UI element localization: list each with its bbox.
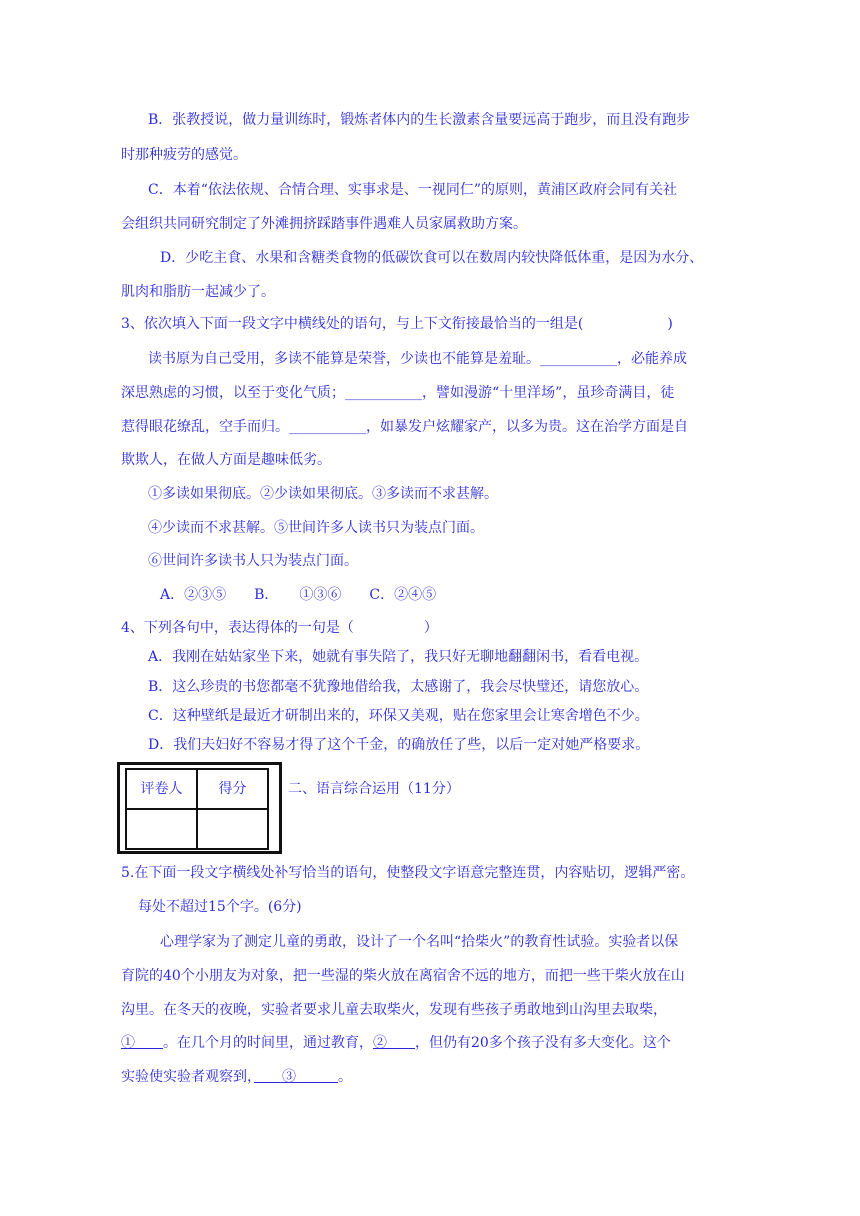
q3-passage-line3: 惹得眼花缭乱，空手而归。___________，如暴发户炫耀家产，以多为贵。这在治学方面是自 bbox=[121, 419, 688, 435]
grade-table-box bbox=[117, 762, 282, 854]
q3-options-line3: ⑥世间许多读书人只为装点门面。 bbox=[148, 553, 358, 569]
q4-stem: 4、下列各句中，表达得体的一句是（ ） bbox=[121, 620, 438, 636]
q4-option-c: C．这种壁纸是最近才研制出来的，环保又美观，贴在您家里会让寒舍增色不少。 bbox=[148, 708, 649, 724]
grade-cell-reviewer[interactable] bbox=[126, 809, 197, 849]
q5-blank-3[interactable]: ③ bbox=[254, 1069, 338, 1085]
q3-options-line2: ④少读而不求甚解。⑤世间许多人读书只为装点门面。 bbox=[148, 520, 484, 536]
q2-option-d-line2: 肌肉和脂肪一起减少了。 bbox=[121, 284, 275, 300]
q5-stem-line1: 5.在下面一段文字横线处补写恰当的语句，使整段文字语意完整连贯，内容贴切，逻辑严密。 bbox=[121, 865, 695, 881]
section2-title: 二、语言综合运用（11分） bbox=[288, 781, 460, 797]
q5-passage-line4 bbox=[121, 1033, 671, 1053]
grade-cell-score[interactable] bbox=[197, 809, 268, 849]
grade-header-score: 得分 bbox=[197, 769, 268, 809]
q4-option-b: B．这么珍贵的书您都毫不犹豫地借给我，太感谢了，我会尽快璧还，请您放心。 bbox=[148, 679, 649, 695]
q2-option-d-line1: D．少吃主食、水果和含糖类食物的低碳饮食可以在数周内较快降低体重，是因为水分、 bbox=[160, 250, 704, 266]
grade-table bbox=[125, 768, 269, 850]
q5-passage-line4-end: ，但仍有20多个孩子没有多大变化。这个 bbox=[415, 1035, 671, 1051]
q5-passage-line5 bbox=[121, 1067, 352, 1087]
q3-options-line1: ①多读如果彻底。②少读如果彻底。③多读而不求甚解。 bbox=[148, 486, 498, 502]
q5-stem-line2: 每处不超过15个字。(6分) bbox=[138, 899, 302, 915]
q5-passage-line5-end: 。 bbox=[338, 1069, 352, 1085]
q2-option-b-line2: 时那种疲劳的感觉。 bbox=[121, 147, 247, 163]
q5-blank-1[interactable]: ① bbox=[121, 1035, 163, 1051]
q5-passage-line5-start: 实验使实验者观察到， bbox=[121, 1069, 254, 1085]
q3-passage-line2: 深思熟虑的习惯，以至于变化气质；___________，譬如漫游“十里洋场”，虽珍奇满目，徒 bbox=[121, 385, 675, 401]
q2-option-c-line1: C．本着“依法依规、合情合理、实事求是、一视同仁”的原则，黄浦区政府会同有关社 bbox=[148, 182, 678, 198]
q3-stem: 3、依次填入下面一段文字中横线处的语句，与上下文衔接最恰当的一组是( ) bbox=[121, 316, 673, 332]
q3-passage-line4: 欺欺人，在做人方面是趣味低劣。 bbox=[121, 452, 331, 468]
grade-header-reviewer: 评卷人 bbox=[126, 769, 197, 809]
q5-passage-line2: 育院的40个小朋友为对象，把一些湿的柴火放在离宿舍不远的地方，而把一些干柴火放在山 bbox=[121, 968, 685, 984]
q4-option-d: D．我们夫妇好不容易才得了这个千金，的确放任了些，以后一定对她严格要求。 bbox=[148, 737, 650, 753]
q2-option-c-line2: 会组织共同研究制定了外滩拥挤踩踏事件遇难人员家属救助方案。 bbox=[121, 216, 527, 232]
q5-blank-2[interactable]: ② bbox=[373, 1035, 415, 1051]
q5-passage-line3: 沟里。在冬天的夜晚，实验者要求儿童去取柴火，发现有些孩子勇敢地到山沟里去取柴， bbox=[121, 1002, 667, 1018]
q3-choices: A．②③⑤ B． ①③⑥ C．②④⑤ bbox=[160, 587, 437, 603]
q2-option-b-line1: B．张教授说，做力量训练时，锻炼者体内的生长激素含量要远高于跑步，而且没有跑步 bbox=[148, 112, 691, 128]
q5-passage-line4-mid: 。在几个月的时间里，通过教育， bbox=[163, 1035, 373, 1051]
q4-option-a: A．我刚在姑姑家坐下来，她就有事失陪了，我只好无聊地翻翻闲书，看看电视。 bbox=[148, 649, 649, 665]
q3-passage-line1: 读书原为自己受用，多读不能算是荣誉，少读也不能算是羞耻。___________，必能养成 bbox=[148, 351, 687, 367]
q5-passage-line1: 心理学家为了测定儿童的勇敢，设计了一个名叫“拾柴火”的教育性试验。实验者以保 bbox=[160, 934, 679, 950]
